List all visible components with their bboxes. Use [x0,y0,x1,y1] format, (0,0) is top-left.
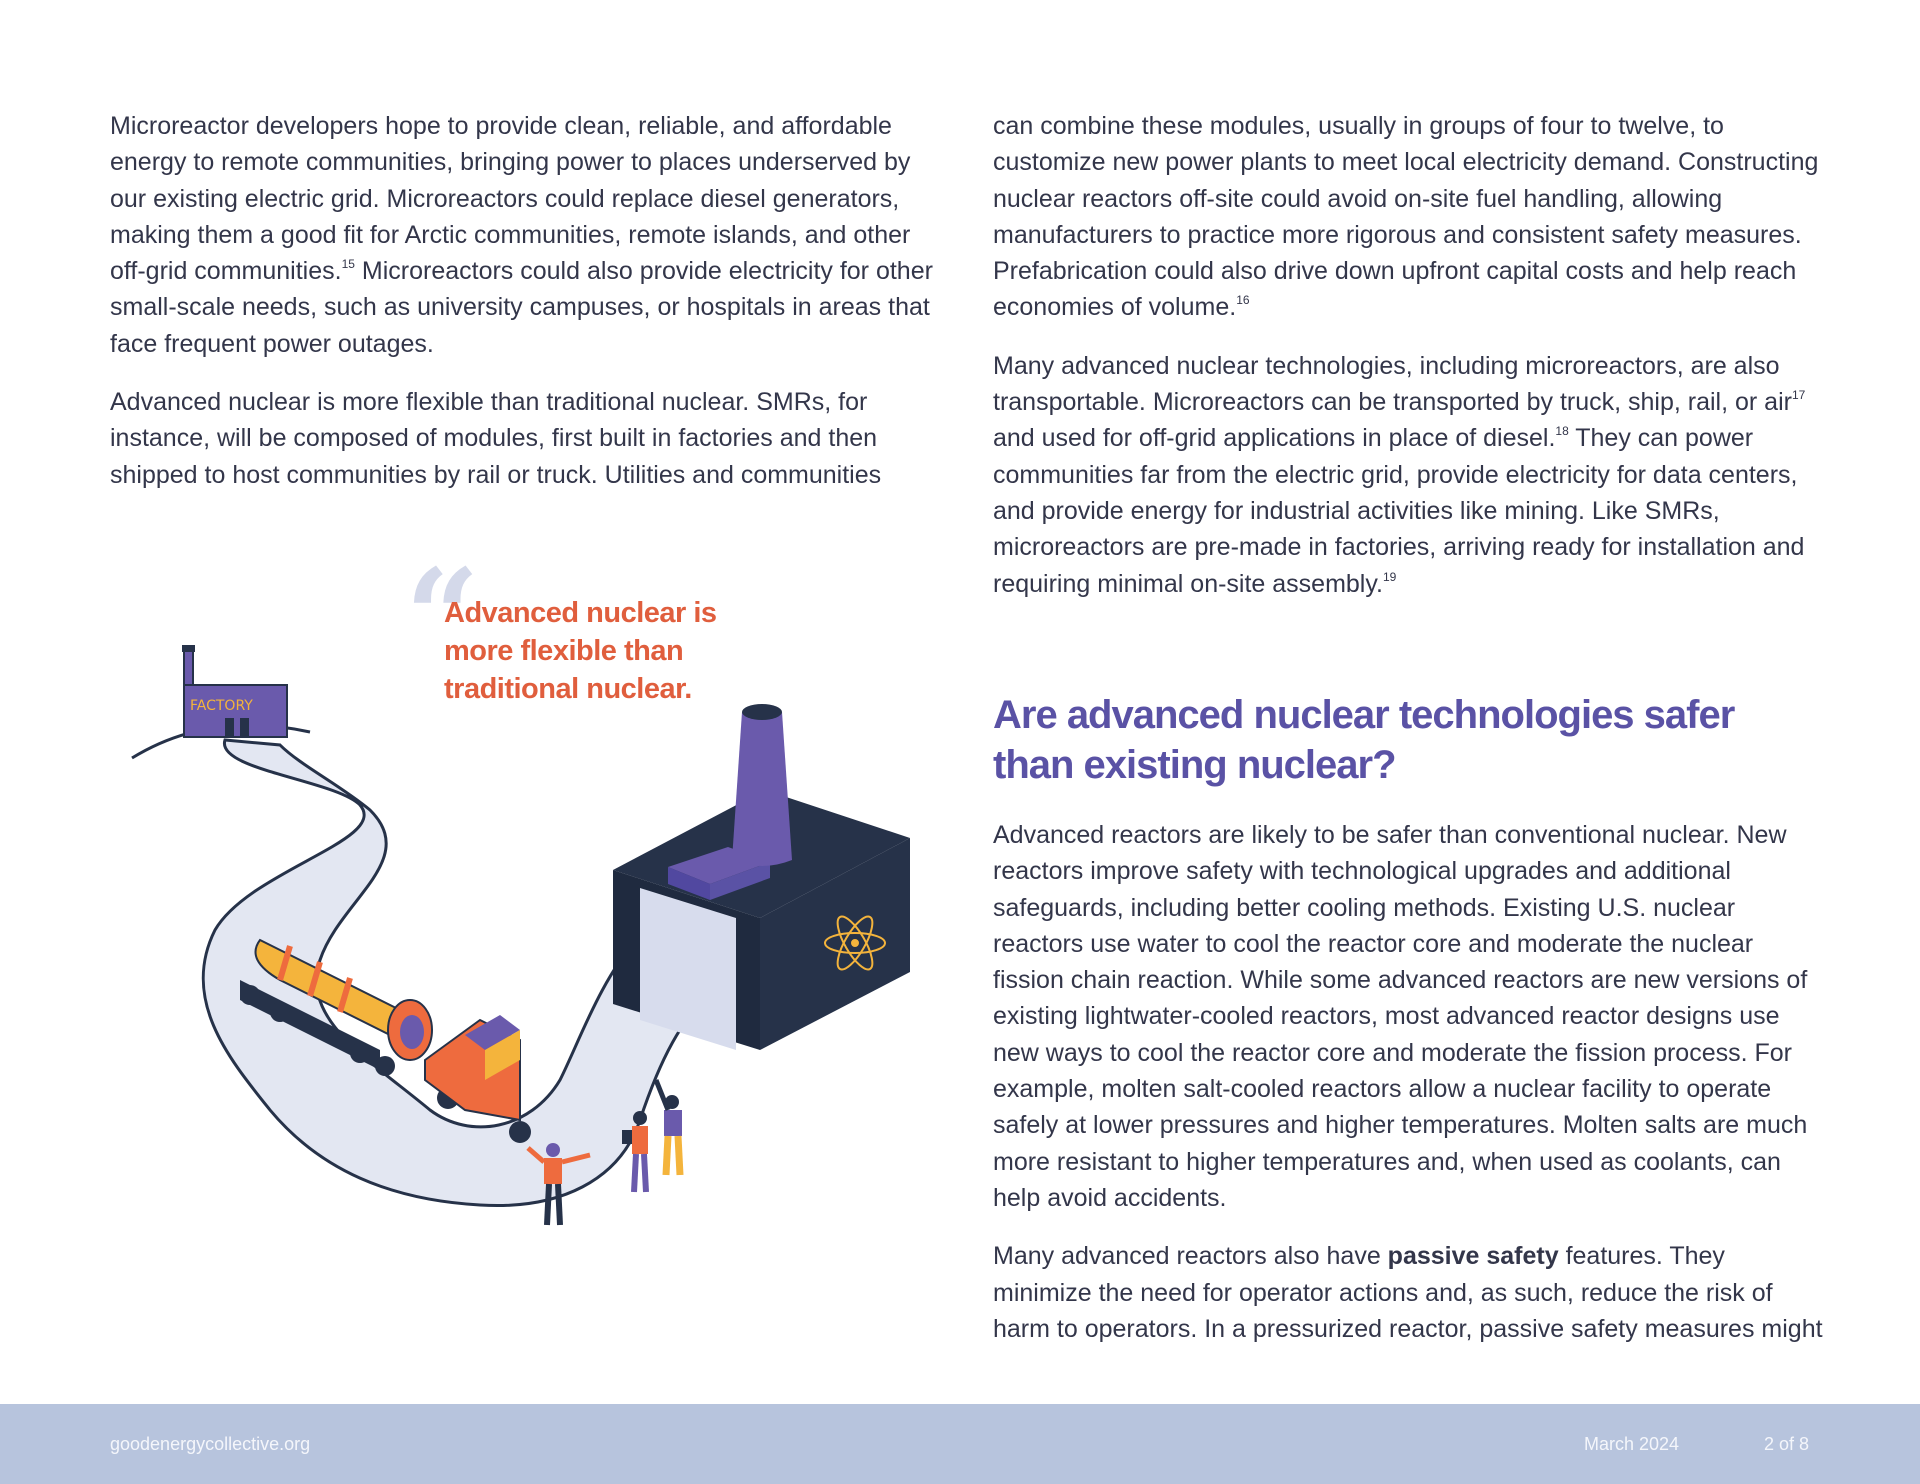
quote-mark-icon: “ [405,540,480,693]
section-heading: Are advanced nuclear technologies safer than existing nuclear? [993,693,1735,787]
bold-term: passive safety [1387,1242,1559,1271]
footer-site-link[interactable]: goodenergycollective.org [110,1434,311,1454]
body-paragraph: Advanced reactors are likely to be safer than conventional nuclear. New reactors improve safety with technological upgrades and additional safeguards, including better cooling methods. Existing U.S. nuclear reactors use water to cool the reactor core and moderate the nuclear fission chain reaction. While some advanced reactors are new versions of existing lightwater-cooled reactors, most advanced reactor designs use new ways to cool the reactor core and moderate the fission process. For example, molten salt-cooled reactors allow a nuclear facility to operate safely at lower pressures and higher temperatures. Molten salts are much more resistant to higher temperatures and, when used as coolants, can help avoid accidents. [993,821,1808,1212]
reactor-building [613,704,910,1050]
body-paragraph: Microreactor developers hope to provide clean, reliable, and affordable energy to remote communities, bringing power to places underserved by our existing electric grid. Microreactors could replace diesel generators, making them a good fit for Arctic communities, remote islands, and other off-grid communities.$^{15}$ Microreactors could also provide electricity for other small-scale needs, such as university campuses, or hospitals in areas that face frequent power outages. [110,112,933,358]
person-icon [656,1080,682,1175]
footnote-ref[interactable]: 18 [1555,424,1569,439]
body-paragraph: Advanced nuclear is more flexible than traditional nuclear. SMRs, for instance, will be composed of modules, first built in factories and then shipped to host communities by rail or truck. Utilities and communities [110,388,882,489]
factory-icon [182,645,287,737]
body-paragraph: Many advanced nuclear technologies, including microreactors, are also transportable. Microreactors can be transported by truck, ship, rail, or air$^{17}$ and used for off-grid applications in place of diesel.$^{18}$ They can power communities far from the electric grid, provide electricity for data centers, and provide energy for industrial activities like mining. Like SMRs, microreactors are pre-made in factories, arriving ready for installation and requiring minimal on-site assembly.$^{19}$ [993,351,1806,598]
footer-date: March 2024 [1584,1434,1680,1454]
right-column [993,108,1823,624]
footnote-ref[interactable]: 15 [341,257,355,272]
factory-sign: FACTORY [190,698,253,714]
left-column [110,108,938,515]
page-number: 2 of 8 [1764,1434,1810,1454]
page-footer [0,1404,1920,1484]
pull-quote: Advanced nuclear is more flexible than traditional nuclear. [444,597,717,705]
footnote-ref[interactable]: 17 [1791,388,1806,403]
footnote-ref[interactable]: 16 [1236,293,1250,308]
body-paragraph: Many advanced reactors also have passive safety features. They minimize the need for operator actions and, as such, reduce the risk of harm to operators. In a pressurized reactor, passive safety measures might [993,1242,1823,1343]
transport-illustration [120,640,920,1280]
body-paragraph: can combine these modules, usually in groups of four to twelve, to customize new power plants to meet local electricity demand. Constructing nuclear reactors off-site could avoid on-site fuel handling, allowing manufacturers to practice more rigorous and consistent safety measures. Prefabrication could also drive down upfront capital costs and help reach economies of volume.$^{16}$ [993,112,1819,322]
footnote-ref[interactable]: 19 [1382,569,1397,584]
section-body [993,817,1823,1369]
